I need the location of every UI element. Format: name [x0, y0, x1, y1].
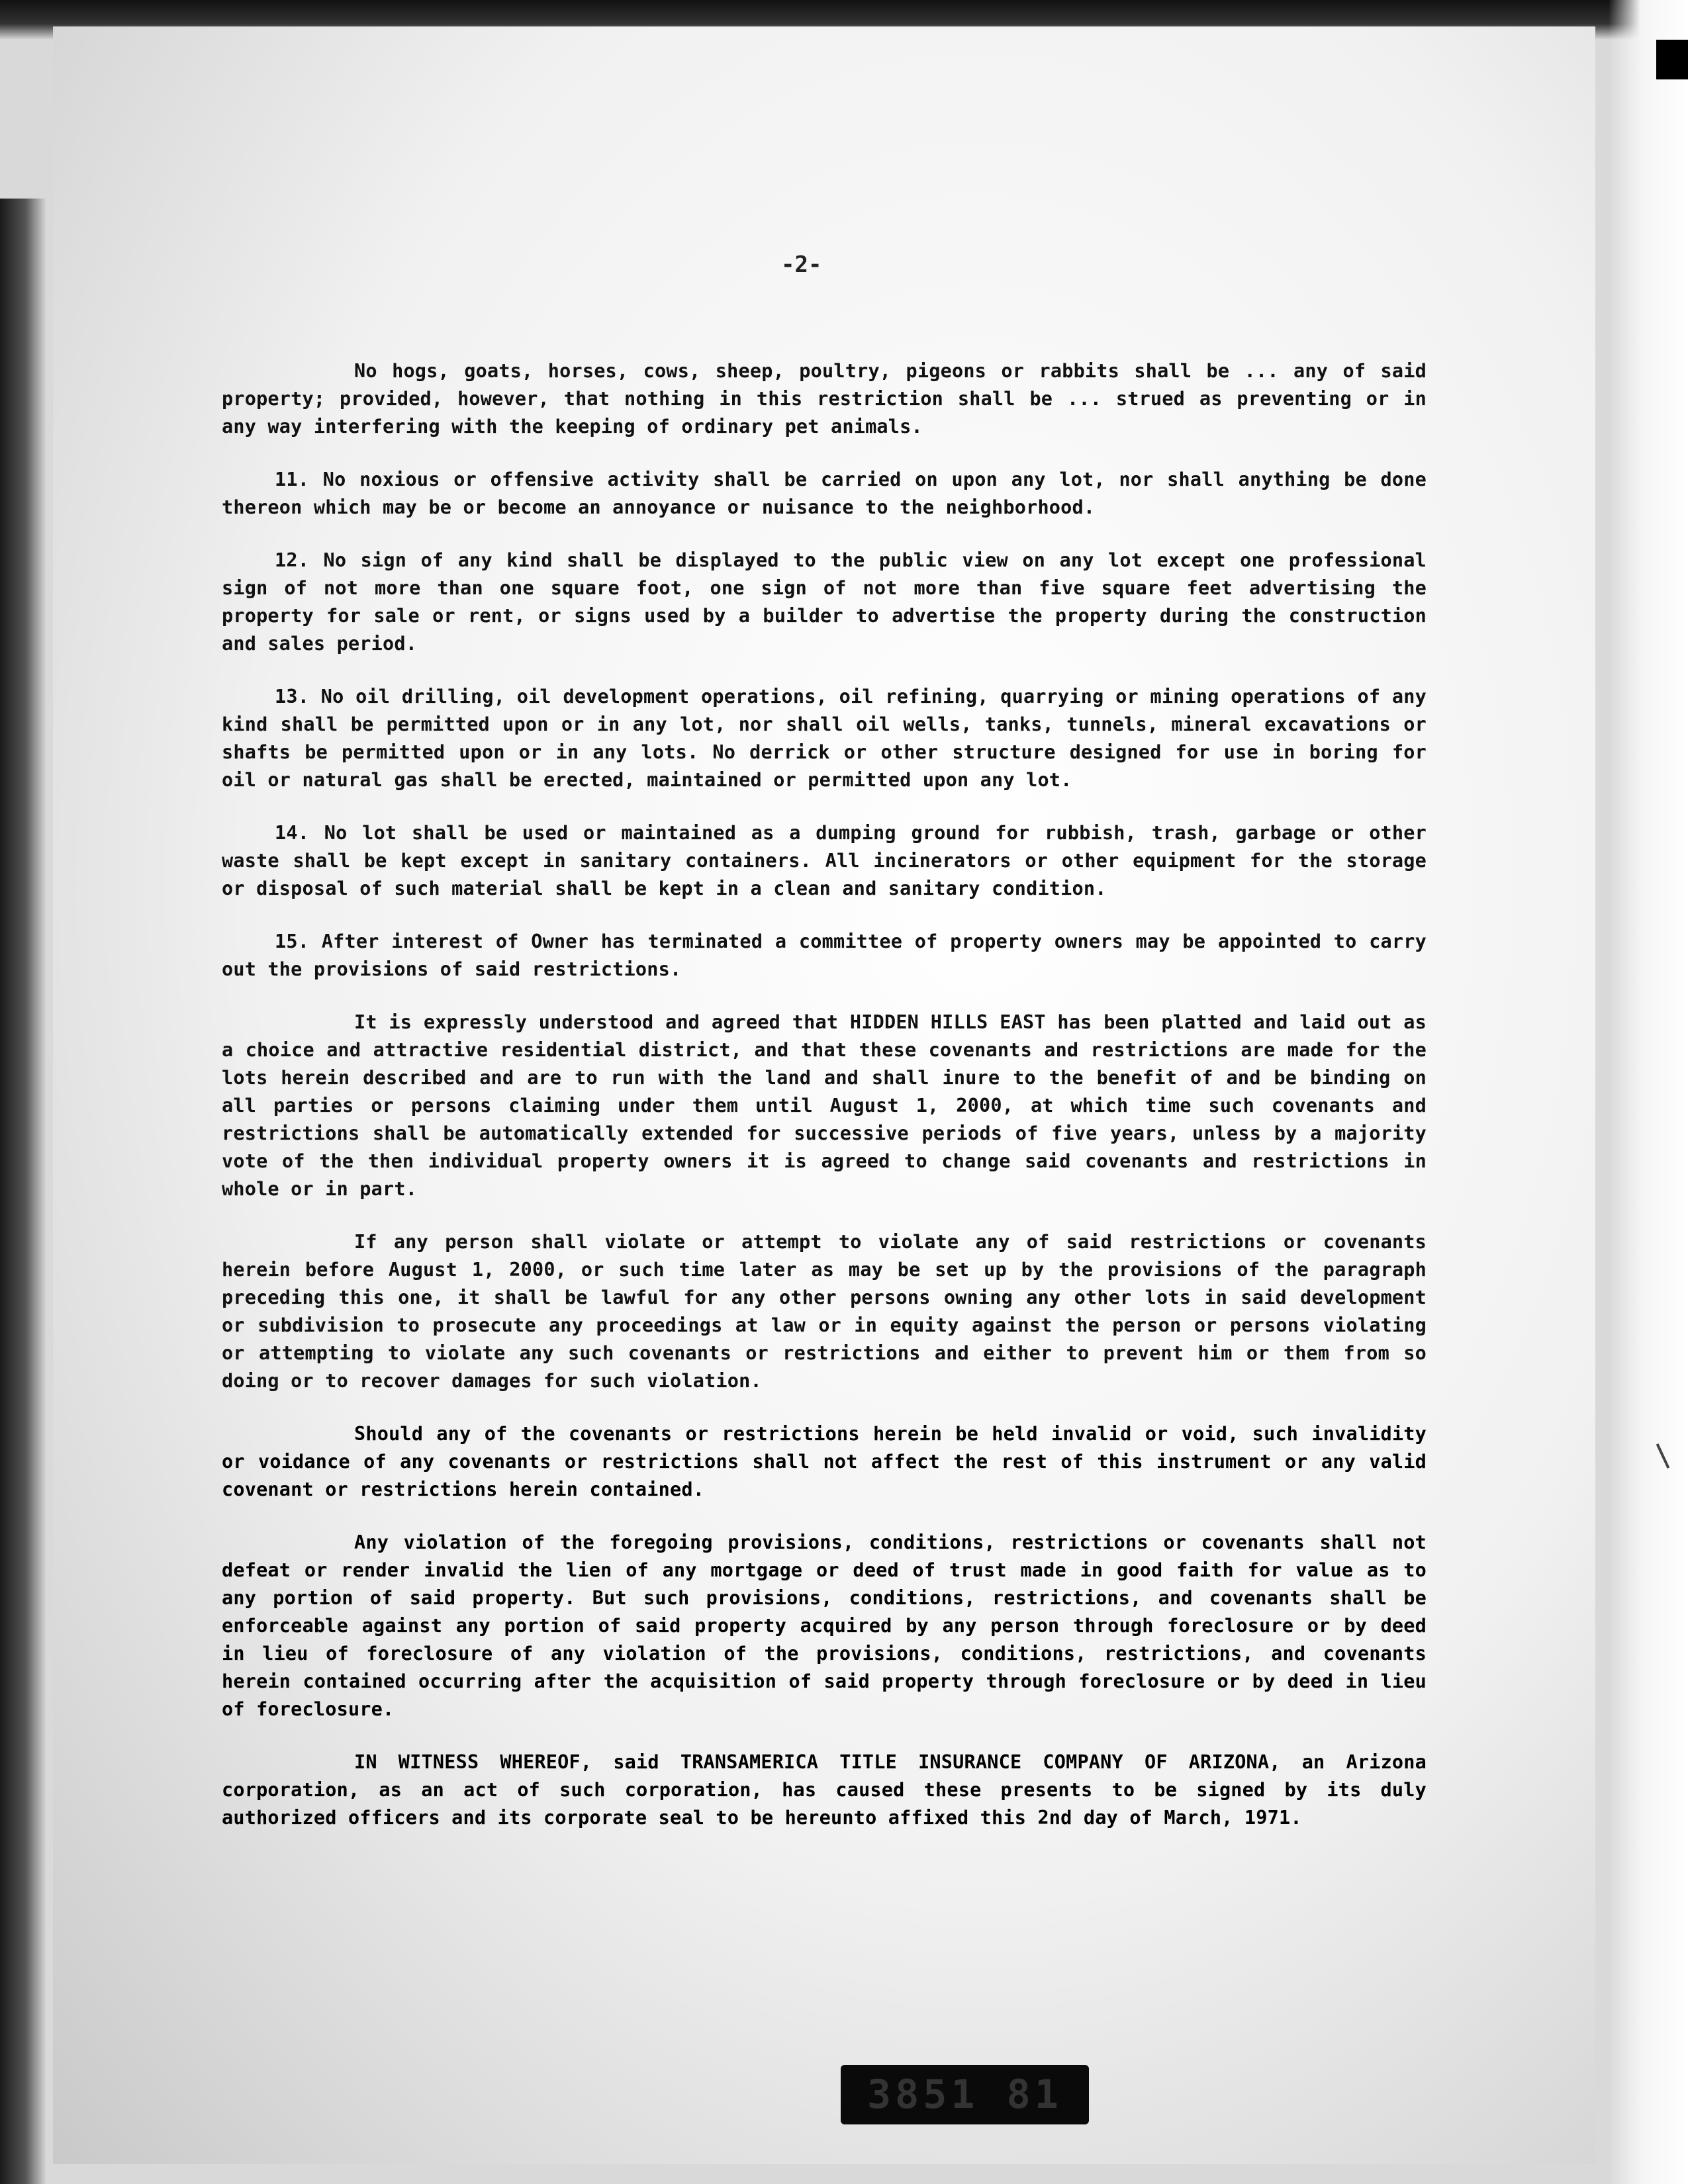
recording-stamp-text: 3851 81: [867, 2071, 1062, 2118]
page-number: -2-: [781, 251, 822, 278]
paragraph-14: 14. No lot shall be used or maintained as a dumping ground for rubbish, trash, garbage or other waste shall be kept except in sanitary containers. All incinerators or other equipment for the storage or disposal of such material shall be kept in a clean and sanitary condition.: [222, 822, 1427, 899]
paragraph-10: No hogs, goats, horses, cows, sheep, poultry, pigeons or rabbits shall be ... any of said property; provided, however, that nothing in this restriction shall be ... strued as preventing or in any way interfering with the keeping of ordinary pet animals.: [222, 360, 1427, 437]
paragraph-enforcement: If any person shall violate or attempt to violate any of said restrictions or covenants herein before August 1, 2000, or such time later as may be set up by the provisions of the paragraph preceding this one, it shall be lawful for any other persons owning any other lots in said development or subdivision to prosecute any proceedings at law or in equity against the person or persons violating or attempting to violate any such covenants or restrictions and either to prevent him or them from so doing or to recover damages for such violation.: [222, 1231, 1427, 1392]
paragraph-witness: IN WITNESS WHEREOF, said TRANSAMERICA TITLE INSURANCE COMPANY OF ARIZONA, an Arizona corporation, as an act of such corporation, has caused these presents to be signed by its duly authorized officers and its corporate seal to be hereunto affixed this 2nd day of March, 1971.: [222, 1751, 1427, 1829]
paragraph-severability: Should any of the covenants or restrictions herein be held invalid or void, such invalidity or voidance of any covenants or restrictions shall not affect the rest of this instrument or any valid covenant or restrictions herein contained.: [222, 1423, 1427, 1500]
recording-stamp: [841, 2065, 1089, 2124]
corner-tab: [1656, 40, 1688, 79]
paragraph-covenant-term: It is expressly understood and agreed that HIDDEN HILLS EAST has been platted and laid out as a choice and attractive residential district, and that these covenants and restrictions are made for the lots herein described and are to run with the land and shall inure to the benefit of and be binding on all parties or persons claiming under them until August 1, 2000, at which time such covenants and restrictions shall be automatically extended for successive periods of five years, unless by a majority vote of the then individual property owners it is agreed to change said covenants and restrictions in whole or in part.: [222, 1011, 1427, 1200]
paragraph-lien: Any violation of the foregoing provisions, conditions, restrictions or covenants shall not defeat or render invalid the lien of any mortgage or deed of trust made in good faith for value as to any portion of said property. But such provisions, conditions, restrictions, and covenants shall be enforceable against any portion of said property acquired by any person through foreclosure or by deed in lieu of foreclosure of any violation of the provisions, conditions, restrictions, and covenants herein contained occurring after the acquisition of said property through foreclosure or by deed in lieu of foreclosure.: [222, 1531, 1427, 1720]
paragraph-12: 12. No sign of any kind shall be displayed to the public view on any lot except one professional sign of not more than one square foot, one sign of not more than five square feet advertising the property for sale or rent, or signs used by a builder to advertise the property during the construction and sales period.: [222, 549, 1427, 655]
document-body: [222, 357, 1427, 1832]
paragraph-11: 11. No noxious or offensive activity shall be carried on upon any lot, nor shall anything be done thereon which may be or become an annoyance or nuisance to the neighborhood.: [222, 469, 1427, 518]
paragraph-15: 15. After interest of Owner has terminated a committee of property owners may be appointed to carry out the provisions of said restrictions.: [222, 931, 1427, 980]
paragraph-13: 13. No oil drilling, oil development operations, oil refining, quarrying or mining operations of any kind shall be permitted upon or in any lot, nor shall oil wells, tanks, tunnels, mineral excavations or shafts be permitted upon or in any lots. No derrick or other structure designed for use in boring for oil or natural gas shall be erected, maintained or permitted upon any lot.: [222, 686, 1427, 791]
scan-edge-right: [1609, 0, 1688, 2184]
scan-shadow-left: [0, 199, 46, 2184]
